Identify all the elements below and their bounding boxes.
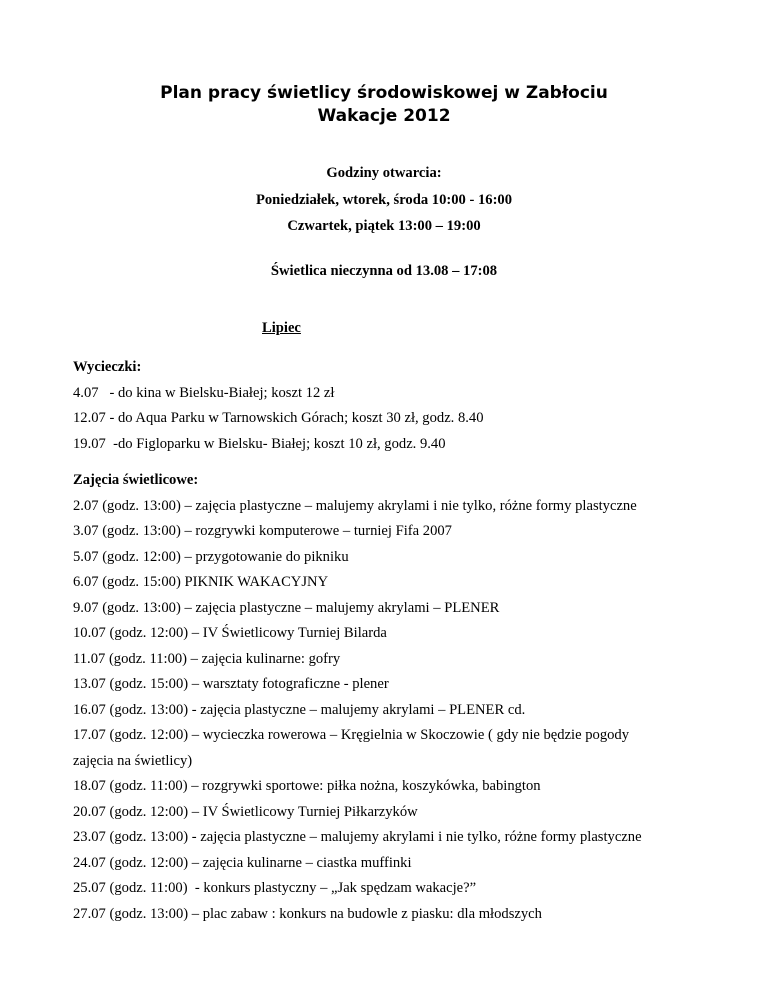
activity-item: 6.07 (godz. 15:00) PIKNIK WAKACYJNY [73,574,329,590]
activity-item: 27.07 (godz. 13:00) – plac zabaw : konkurs na budowle z piasku: dla młodszych [73,905,542,922]
document-subtitle: Wakacje 2012 [317,106,451,126]
closed-notice: Świetlica nieczynna od 13.08 – 17:08 [270,263,498,279]
activity-item: 5.07 (godz. 12:00) – przygotowanie do pikniku [73,548,349,565]
activity-item: 11.07 (godz. 11:00) – zajęcia kulinarne: gofry [73,650,341,667]
activity-item: 23.07 (godz. 13:00) - zajęcia plastyczne – malujemy akrylami i nie tylko, różne formy plastyczne [73,829,642,845]
activity-item: 17.07 (godz. 12:00) – wycieczka rowerowa – Kręgielnia w Skoczowie ( gdy nie będzie pogody [73,727,630,743]
trip-item: 19.07 -do Figloparku w Bielsku- Białej; koszt 10 zł, godz. 9.40 [73,435,446,452]
trip-item: 12.07 - do Aqua Parku w Tarnowskich Górach; koszt 30 zł, godz. 8.40 [73,410,484,426]
activities-heading: Zajęcia świetlicowe: [73,472,199,488]
opening-hours-label: Godziny otwarcia: [326,165,442,181]
activity-item: 2.07 (godz. 13:00) – zajęcia plastyczne – malujemy akrylami i nie tylko, różne formy plastyczne [73,497,637,514]
activity-item-continuation: zajęcia na świetlicy) [73,752,193,769]
activity-item: 24.07 (godz. 12:00) – zajęcia kulinarne – ciastka muffinki [73,854,412,871]
activities-section [73,471,713,923]
opening-hours-line-2: Czwartek, piątek 13:00 – 19:00 [287,218,481,234]
trips-section [73,358,713,453]
activity-item: 25.07 (godz. 11:00) - konkurs plastyczny – „Jak spędzam wakacje?” [73,880,477,896]
opening-hours-line-1: Poniedziałek, wtorek, środa 10:00 - 16:00 [255,192,513,208]
document-title: Plan pracy świetlicy środowiskowej w Zabłociu [160,83,608,103]
trip-item: 4.07 - do kina w Bielsku-Białej; koszt 12 zł [73,384,335,401]
activity-item: 10.07 (godz. 12:00) – IV Świetlicowy Turniej Bilarda [73,625,387,641]
trips-heading: Wycieczki: [73,359,142,375]
activity-item: 18.07 (godz. 11:00) – rozgrywki sportowe: piłka nożna, koszykówka, babington [73,778,541,794]
activity-item: 3.07 (godz. 13:00) – rozgrywki komputerowe – turniej Fifa 2007 [73,523,452,539]
activity-item: 13.07 (godz. 15:00) – warsztaty fotograficzne - plener [73,676,389,692]
month-heading: Lipiec [262,320,301,336]
activity-item: 9.07 (godz. 13:00) – zajęcia plastyczne – malujemy akrylami – PLENER [73,599,500,616]
activity-item: 20.07 (godz. 12:00) – IV Świetlicowy Turniej Piłkarzyków [73,803,418,820]
activity-item: 16.07 (godz. 13:00) - zajęcia plastyczne – malujemy akrylami – PLENER cd. [73,701,526,718]
